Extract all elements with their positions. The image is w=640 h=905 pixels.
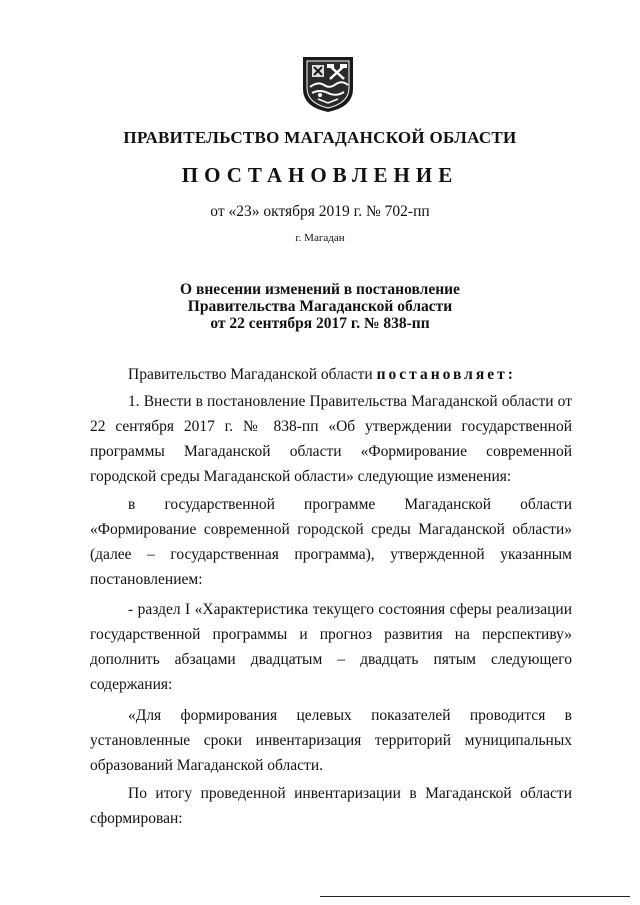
document-subject — [0, 281, 640, 332]
paragraph-4: «Для формирования целевых показателей проводится в установленные сроки инвентаризация территорий муниципальных образований Магаданской области. — [90, 707, 572, 774]
organization-title: ПРАВИТЕЛЬСТВО МАГАДАНСКОЙ ОБЛАСТИ — [123, 128, 517, 147]
page-bottom-rule — [320, 896, 630, 897]
subject-line-3: от 22 сентября 2017 г. № 838-пп — [210, 315, 430, 332]
document-city: г. Магадан — [295, 232, 345, 244]
paragraph-2: в государственной программе Магаданской области «Формирование современной городской среды Магаданской области» (далее – государственная программа), утвержденной указанным постановлением: — [90, 496, 572, 588]
intro-prefix: Правительство Магаданской области — [128, 366, 377, 383]
subject-line-2: Правительства Магаданской области — [187, 298, 453, 315]
document-type: ПОСТАНОВЛЕНИЕ — [181, 163, 459, 187]
coat-of-arms-icon — [300, 55, 356, 113]
intro-paragraph — [90, 362, 572, 387]
document-date-number: от «23» октября 2019 г. № 702-пп — [210, 203, 430, 220]
paragraph-3: - раздел I «Характеристика текущего состояния сферы реализации государственной программы и прогноз развития на перспективу» дополнить абзацами двадцатым – двадцать пятым следующего содержания: — [90, 601, 572, 693]
intro-verb: постановляет: — [376, 366, 516, 383]
subject-line-1: О внесении изменений в постановление — [180, 281, 460, 298]
paragraph-1: 1. Внести в постановление Правительства Магаданской области от 22 сентября 2017 г. № 838-пп «Об утверждении государственной программы Магаданской области «Формирование современной городской среды Магаданской области» следующие изменения: — [90, 393, 572, 485]
paragraph-5: По итогу проведенной инвентаризации в Магаданской области сформирован: — [90, 785, 572, 827]
